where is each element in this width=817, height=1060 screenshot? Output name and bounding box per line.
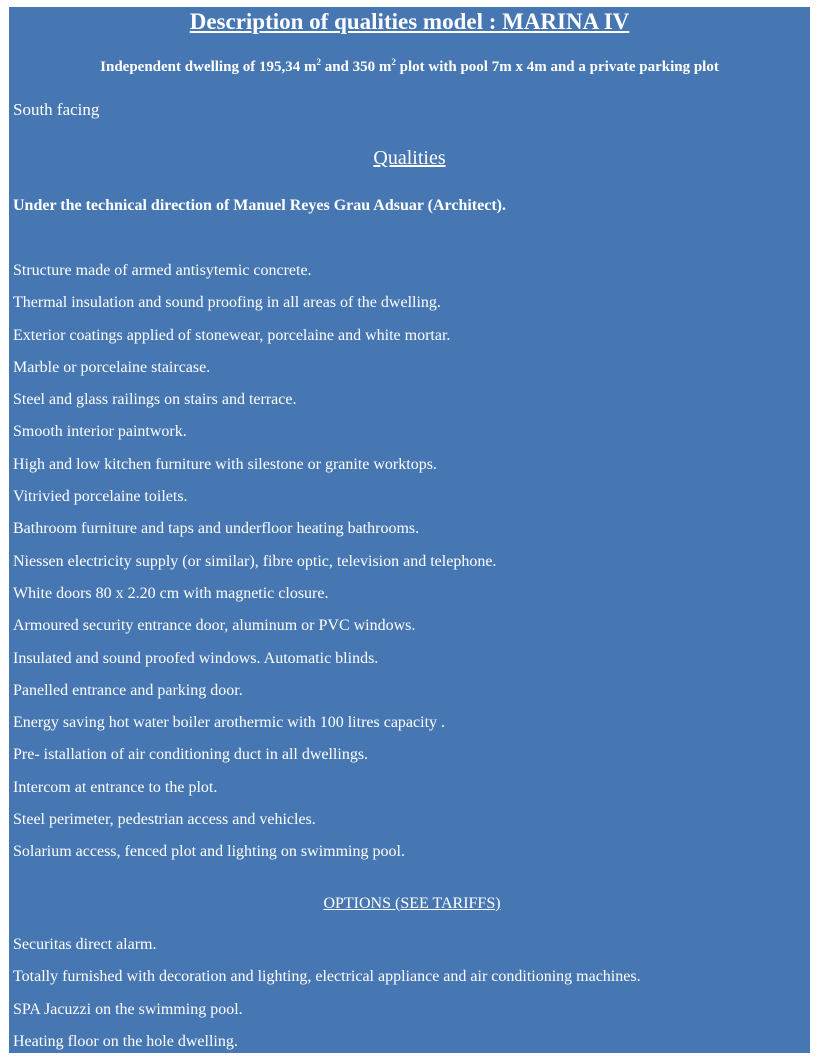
quality-item: Bathroom furniture and taps and underfloor heating bathrooms. [13,520,420,538]
qualities-list [13,260,496,874]
summary-text-2: and 350 m [320,59,392,75]
technical-direction: Under the technical direction of Manuel Reyes Grau Adsuar (Architect). [13,197,506,214]
quality-item: Steel perimeter, pedestrian access and vehicles. [13,811,316,829]
quality-item: Smooth interior paintwork. [13,423,187,441]
option-item: Heating floor on the hole dwelling. [13,1032,238,1050]
summary-superscript-2: 2 [391,57,396,67]
quality-item: Energy saving hot water boiler arothermic with 100 litres capacity . [13,714,446,732]
quality-item: Insulated and sound proofed windows. Automatic blinds. [13,649,379,667]
description-panel [9,7,810,1053]
options-list [13,934,641,1053]
quality-item: Intercom at entrance to the plot. [13,778,218,796]
quality-item: Armoured security entrance door, aluminum or PVC windows. [13,617,416,635]
options-heading [9,895,810,913]
quality-item: Steel and glass railings on stairs and terrace. [13,391,297,409]
quality-item: White doors 80 x 2.20 cm with magnetic closure. [13,584,329,602]
orientation-text: South facing [13,100,100,119]
summary-text-3: plot with pool 7m x 4m and a private parking plot [395,59,719,75]
quality-item: Niessen electricity supply (or similar), fibre optic, television and telephone. [13,552,497,570]
quality-item: Structure made of armed antisytemic concrete. [13,262,312,279]
quality-item: Pre- istallation of air conditioning duct in all dwellings. [13,746,369,764]
quality-item: Exterior coatings applied of stonewear, porcelaine and white mortar. [13,326,451,344]
quality-item: Panelled entrance and parking door. [13,681,243,699]
summary-superscript-1: 2 [316,57,321,67]
option-item: Totally furnished with decoration and lighting, electrical appliance and air conditioning machines. [13,968,641,986]
summary-text-1: Independent dwelling of 195,34 m [100,59,317,75]
qualities-heading: Qualities [373,147,446,169]
document-title: Description of qualities model : MARINA IV [189,9,630,34]
quality-item: Vitrivied porcelaine toilets. [13,488,188,506]
quality-item: Thermal insulation and sound proofing in all areas of the dwelling. [13,294,441,312]
option-item: Securitas direct alarm. [13,936,157,953]
quality-item: Marble or porcelaine staircase. [13,358,211,376]
quality-item: Solarium access, fenced plot and lighting on swimming pool. [13,843,405,861]
options-heading-text: OPTIONS (SEE TARIFFS) [323,895,501,912]
option-item: SPA Jacuzzi on the swimming pool. [13,1000,243,1018]
dwelling-summary [9,59,810,76]
quality-item: High and low kitchen furniture with silestone or granite worktops. [13,455,437,473]
